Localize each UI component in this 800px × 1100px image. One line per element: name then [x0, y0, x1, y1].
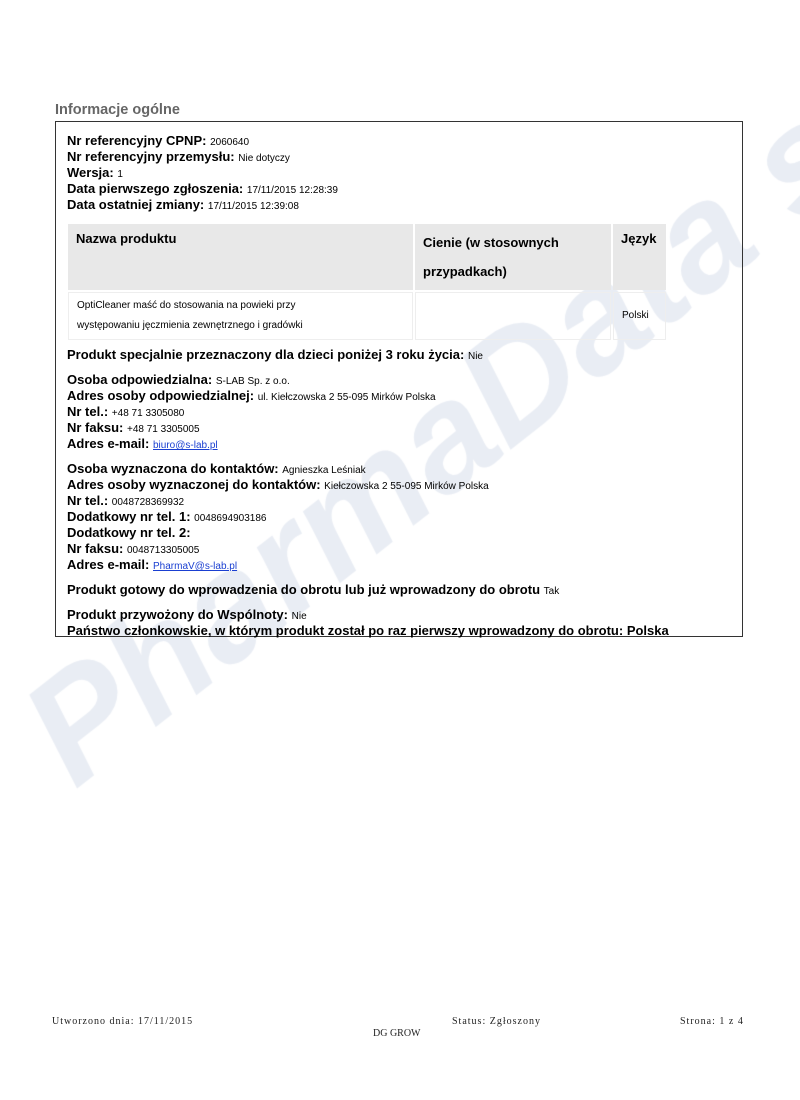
responsible-phone: Nr tel.: +48 71 3305080	[67, 404, 185, 419]
cpnp-ref: Nr referencyjny CPNP: 2060640	[67, 133, 250, 148]
general-info-box	[55, 121, 743, 637]
language-cell: Polski	[613, 292, 666, 340]
contact-email-link[interactable]: PharmaV@s-lab.pl	[153, 561, 238, 572]
col-shades	[415, 224, 611, 290]
responsible-email-link[interactable]: biuro@s-lab.pl	[153, 440, 218, 451]
table-header-row	[68, 224, 666, 290]
shades-cell	[415, 292, 611, 340]
contact-address: Adres osoby wyznaczonej do kontaktów: Kiełczowska 2 55-095 Mirków Polska	[67, 477, 489, 492]
contact-phone-extra-1: Dodatkowy nr tel. 1: 0048694903186	[67, 509, 267, 524]
first-notification-date: Data pierwszego zgłoszenia: 17/11/2015 12:28:39	[67, 181, 338, 196]
contact-person: Osoba wyznaczona do kontaktów: Agnieszka Leśniak	[67, 461, 366, 476]
contact-phone-extra-2: Dodatkowy nr tel. 2:	[67, 525, 191, 540]
contact-fax: Nr faksu: 0048713305005	[67, 541, 200, 556]
industry-ref: Nr referencyjny przemysłu: Nie dotyczy	[67, 149, 290, 164]
col-shades-line2: przypadkach)	[423, 264, 507, 279]
responsible-email: Adres e-mail: biuro@s-lab.pl	[67, 436, 218, 451]
footer-org: DG GROW	[373, 1028, 421, 1039]
footer-page: Strona: 1 z 4	[680, 1016, 744, 1027]
table-row	[68, 292, 666, 340]
children-under-3: Produkt specjalnie przeznaczony dla dzieci poniżej 3 roku życia: Nie	[67, 347, 483, 362]
responsible-fax: Nr faksu: +48 71 3305005	[67, 420, 200, 435]
product-name-cell: OptiCleaner maść do stosowania na powieki przy występowaniu jęczmienia zewnętrznego i gradówki	[68, 292, 413, 340]
col-language: Język	[613, 224, 666, 290]
responsible-address: Adres osoby odpowiedzialnej: ul. Kiełczowska 2 55-095 Mirków Polska	[67, 388, 436, 403]
footer-created: Utworzono dnia: 17/11/2015	[52, 1016, 194, 1027]
market-status: Produkt gotowy do wprowadzenia do obrotu lub już wprowadzony do obrotu Tak	[67, 582, 560, 597]
imported-status: Produkt przywożony do Wspólnoty: Nie	[67, 607, 307, 622]
col-shades-line1: Cienie (w stosownych	[423, 235, 559, 250]
contact-phone: Nr tel.: 0048728369932	[67, 493, 185, 508]
col-product-name: Nazwa produktu	[68, 224, 413, 290]
responsible-person: Osoba odpowiedzialna: S-LAB Sp. z o.o.	[67, 372, 290, 387]
last-change-date: Data ostatniej zmiany: 17/11/2015 12:39:08	[67, 197, 299, 212]
section-title: Informacje ogólne	[55, 102, 180, 118]
product-table	[66, 222, 668, 342]
footer-status: Status: Zgłoszony	[452, 1016, 541, 1027]
version: Wersja: 1	[67, 165, 123, 180]
member-state: Państwo członkowskie, w którym produkt został po raz pierwszy wprowadzony do obrotu: Polska	[67, 623, 669, 638]
contact-email: Adres e-mail: PharmaV@s-lab.pl	[67, 557, 238, 572]
